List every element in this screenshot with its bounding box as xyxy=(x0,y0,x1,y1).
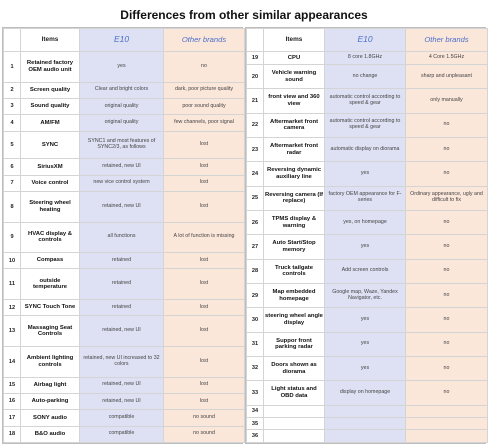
header-items: Items xyxy=(264,29,325,52)
row-e10-value: retained xyxy=(80,300,164,316)
table-row xyxy=(247,210,488,234)
row-number: 8 xyxy=(4,191,21,222)
row-other-brands-value: lost xyxy=(164,377,245,393)
row-number: 31 xyxy=(247,332,264,356)
row-item-name: Reversing dynamic auxiliary line xyxy=(264,162,325,186)
row-number: 28 xyxy=(247,259,264,283)
table-row xyxy=(4,222,245,253)
table-row xyxy=(4,131,245,159)
row-e10-value: Google map, Waze, Yandex Navigator, etc. xyxy=(325,283,406,307)
row-item-name xyxy=(264,430,325,443)
row-other-brands-value: Ordinary appearance, ugly and difficult to fix xyxy=(406,186,488,210)
row-number: 10 xyxy=(4,253,21,269)
table-row xyxy=(247,138,488,162)
row-number: 4 xyxy=(4,115,21,131)
row-item-name: SYNC Touch Tone xyxy=(21,300,80,316)
row-e10-value: SYNC1 and most features of SYNC2/3, as follows xyxy=(80,131,164,159)
row-other-brands-value: no xyxy=(406,332,488,356)
row-item-name xyxy=(264,418,325,430)
right-comparison-table xyxy=(245,27,486,444)
table-row xyxy=(4,159,245,175)
row-item-name: CPU xyxy=(264,52,325,65)
table-row xyxy=(247,259,488,283)
table-row xyxy=(247,162,488,186)
row-e10-value: yes xyxy=(325,162,406,186)
row-e10-value: new vice control system xyxy=(80,175,164,191)
row-number: 20 xyxy=(247,65,264,89)
row-other-brands-value xyxy=(406,430,488,443)
row-e10-value xyxy=(325,418,406,430)
row-e10-value: retained, new UI xyxy=(80,191,164,222)
row-other-brands-value: lost xyxy=(164,269,245,300)
row-other-brands-value: no xyxy=(406,308,488,332)
row-other-brands-value: lost xyxy=(164,300,245,316)
table-row xyxy=(247,332,488,356)
table-row xyxy=(4,269,245,300)
row-e10-value: compatible xyxy=(80,426,164,442)
row-other-brands-value: no xyxy=(406,210,488,234)
row-other-brands-value: poor sound quality xyxy=(164,98,245,114)
row-item-name: steering wheel angle display xyxy=(264,308,325,332)
row-e10-value: all functions xyxy=(80,222,164,253)
table-row xyxy=(4,98,245,114)
row-item-name: Auto Start/Stop memory xyxy=(264,235,325,259)
row-e10-value: retained xyxy=(80,269,164,300)
row-number: 18 xyxy=(4,426,21,442)
row-e10-value: Add screen controls xyxy=(325,259,406,283)
row-e10-value: 8 core 1.8GHz xyxy=(325,52,406,65)
row-number: 16 xyxy=(4,393,21,409)
table-row xyxy=(4,52,245,83)
row-number: 33 xyxy=(247,381,264,405)
row-item-name: Light status and OBD data xyxy=(264,381,325,405)
row-other-brands-value: lost xyxy=(164,191,245,222)
row-number: 30 xyxy=(247,308,264,332)
row-other-brands-value: no xyxy=(164,52,245,83)
row-item-name: SYNC xyxy=(21,131,80,159)
header-e10: E10 xyxy=(325,29,406,52)
row-other-brands-value: lost xyxy=(164,393,245,409)
row-e10-value: original quality xyxy=(80,115,164,131)
header-other-brands: Other brands xyxy=(164,29,245,52)
row-item-name: Retained factory OEM audio unit xyxy=(21,52,80,83)
row-number: 24 xyxy=(247,162,264,186)
row-other-brands-value: no xyxy=(406,259,488,283)
header-e10: E10 xyxy=(80,29,164,52)
table-row xyxy=(4,426,245,442)
row-e10-value: yes, on homepage xyxy=(325,210,406,234)
row-other-brands-value: only manually xyxy=(406,89,488,113)
row-e10-value: no change xyxy=(325,65,406,89)
row-e10-value: automatic control according to speed & gear xyxy=(325,89,406,113)
row-other-brands-value: lost xyxy=(164,346,245,377)
table-header-row xyxy=(4,29,245,52)
table-row xyxy=(247,405,488,417)
table-row xyxy=(4,393,245,409)
row-number: 3 xyxy=(4,98,21,114)
header-items: Items xyxy=(21,29,80,52)
row-item-name: HVAC display & controls xyxy=(21,222,80,253)
table-header-row xyxy=(247,29,488,52)
row-other-brands-value: no xyxy=(406,356,488,380)
row-item-name: Aftermarket front camera xyxy=(264,113,325,137)
table-row xyxy=(247,235,488,259)
row-e10-value: yes xyxy=(325,308,406,332)
row-item-name: SONY audio xyxy=(21,410,80,426)
row-number: 9 xyxy=(4,222,21,253)
page-title: Differences from other similar appearances xyxy=(120,8,368,22)
row-other-brands-value: no xyxy=(406,283,488,307)
table-row xyxy=(4,410,245,426)
row-item-name: Vehicle warning sound xyxy=(264,65,325,89)
row-number: 32 xyxy=(247,356,264,380)
row-item-name: Reversing camera (If replace) xyxy=(264,186,325,210)
row-number: 15 xyxy=(4,377,21,393)
row-e10-value: yes xyxy=(325,235,406,259)
row-e10-value: yes xyxy=(325,356,406,380)
table-row xyxy=(247,283,488,307)
row-e10-value: yes xyxy=(325,332,406,356)
table-row xyxy=(247,65,488,89)
row-number: 7 xyxy=(4,175,21,191)
row-item-name: Steering wheel heating xyxy=(21,191,80,222)
row-other-brands-value xyxy=(406,418,488,430)
row-number: 1 xyxy=(4,52,21,83)
row-e10-value: retained, new UI xyxy=(80,393,164,409)
row-other-brands-value: no xyxy=(406,235,488,259)
row-number: 29 xyxy=(247,283,264,307)
row-number: 6 xyxy=(4,159,21,175)
row-other-brands-value: lost xyxy=(164,175,245,191)
row-item-name: outside temperature xyxy=(21,269,80,300)
table-row xyxy=(247,89,488,113)
row-number: 11 xyxy=(4,269,21,300)
row-e10-value: retained, new UI increased to 32 colors xyxy=(80,346,164,377)
row-number: 5 xyxy=(4,131,21,159)
row-item-name: Map embedded homepage xyxy=(264,283,325,307)
header-other-brands: Other brands xyxy=(406,29,488,52)
table-row xyxy=(4,316,245,347)
row-other-brands-value: no xyxy=(406,113,488,137)
row-item-name: Doors shown as diorama xyxy=(264,356,325,380)
left-comparison-table xyxy=(2,27,243,444)
row-other-brands-value: lost xyxy=(164,159,245,175)
row-item-name: Voice control xyxy=(21,175,80,191)
row-e10-value: retained, new UI xyxy=(80,316,164,347)
row-other-brands-value: A lot of function is missing xyxy=(164,222,245,253)
row-item-name: Airbag light xyxy=(21,377,80,393)
row-item-name: Suppor front parking radar xyxy=(264,332,325,356)
row-other-brands-value: no sound xyxy=(164,410,245,426)
row-item-name: Ambient lighting controls xyxy=(21,346,80,377)
row-item-name: Screen quality xyxy=(21,82,80,98)
table-row xyxy=(4,175,245,191)
table-row xyxy=(4,82,245,98)
row-number: 25 xyxy=(247,186,264,210)
row-other-brands-value: no sound xyxy=(164,426,245,442)
row-number: 26 xyxy=(247,210,264,234)
row-e10-value: Clear and bright colors xyxy=(80,82,164,98)
row-item-name: Aftermarket front radar xyxy=(264,138,325,162)
row-other-brands-value: no xyxy=(406,162,488,186)
row-number: 34 xyxy=(247,405,264,417)
table-row xyxy=(247,113,488,137)
row-number: 27 xyxy=(247,235,264,259)
row-e10-value xyxy=(325,405,406,417)
row-other-brands-value: lost xyxy=(164,316,245,347)
row-other-brands-value: lost xyxy=(164,253,245,269)
row-number: 35 xyxy=(247,418,264,430)
row-item-name: Sound quality xyxy=(21,98,80,114)
row-number: 12 xyxy=(4,300,21,316)
row-e10-value: retained, new UI xyxy=(80,377,164,393)
row-item-name: Truck tailgate controls xyxy=(264,259,325,283)
row-item-name: Auto-parking xyxy=(21,393,80,409)
table-row xyxy=(4,191,245,222)
row-number: 36 xyxy=(247,430,264,443)
row-other-brands-value: no xyxy=(406,381,488,405)
row-item-name: TPMS display & warning xyxy=(264,210,325,234)
row-number: 21 xyxy=(247,89,264,113)
table-row xyxy=(4,346,245,377)
row-number: 14 xyxy=(4,346,21,377)
row-other-brands-value: few channels, poor signal xyxy=(164,115,245,131)
row-other-brands-value: 4 Core 1.5GHz xyxy=(406,52,488,65)
row-item-name: Massaging Seat Controls xyxy=(21,316,80,347)
row-e10-value: automatic control according to speed & gear xyxy=(325,113,406,137)
table-row xyxy=(247,308,488,332)
table-row xyxy=(4,300,245,316)
row-number: 17 xyxy=(4,410,21,426)
row-e10-value: original quality xyxy=(80,98,164,114)
table-row xyxy=(247,356,488,380)
row-item-name: B&O audio xyxy=(21,426,80,442)
row-e10-value: display on homepage xyxy=(325,381,406,405)
row-number: 23 xyxy=(247,138,264,162)
row-e10-value: retained xyxy=(80,253,164,269)
row-item-name xyxy=(264,405,325,417)
table-row xyxy=(247,430,488,443)
row-item-name: front view and 360 view xyxy=(264,89,325,113)
table-row xyxy=(4,377,245,393)
table-row xyxy=(4,115,245,131)
row-e10-value: yes xyxy=(80,52,164,83)
row-e10-value: automatic display on diorama xyxy=(325,138,406,162)
row-e10-value: factory OEM appearance for F-series xyxy=(325,186,406,210)
row-item-name: SiriusXM xyxy=(21,159,80,175)
row-item-name: AM/FM xyxy=(21,115,80,131)
header-number xyxy=(4,29,21,52)
row-e10-value xyxy=(325,430,406,443)
row-other-brands-value: dark, poor picture quality xyxy=(164,82,245,98)
row-other-brands-value xyxy=(406,405,488,417)
table-row xyxy=(247,186,488,210)
row-other-brands-value: sharp and unpleasant xyxy=(406,65,488,89)
table-row xyxy=(247,418,488,430)
row-number: 13 xyxy=(4,316,21,347)
table-row xyxy=(247,52,488,65)
row-number: 19 xyxy=(247,52,264,65)
row-e10-value: retained, new UI xyxy=(80,159,164,175)
row-item-name: Compass xyxy=(21,253,80,269)
row-other-brands-value: no xyxy=(406,138,488,162)
row-other-brands-value: lost xyxy=(164,131,245,159)
header-number xyxy=(247,29,264,52)
row-number: 2 xyxy=(4,82,21,98)
table-row xyxy=(4,253,245,269)
table-row xyxy=(247,381,488,405)
row-number: 22 xyxy=(247,113,264,137)
row-e10-value: compatible xyxy=(80,410,164,426)
